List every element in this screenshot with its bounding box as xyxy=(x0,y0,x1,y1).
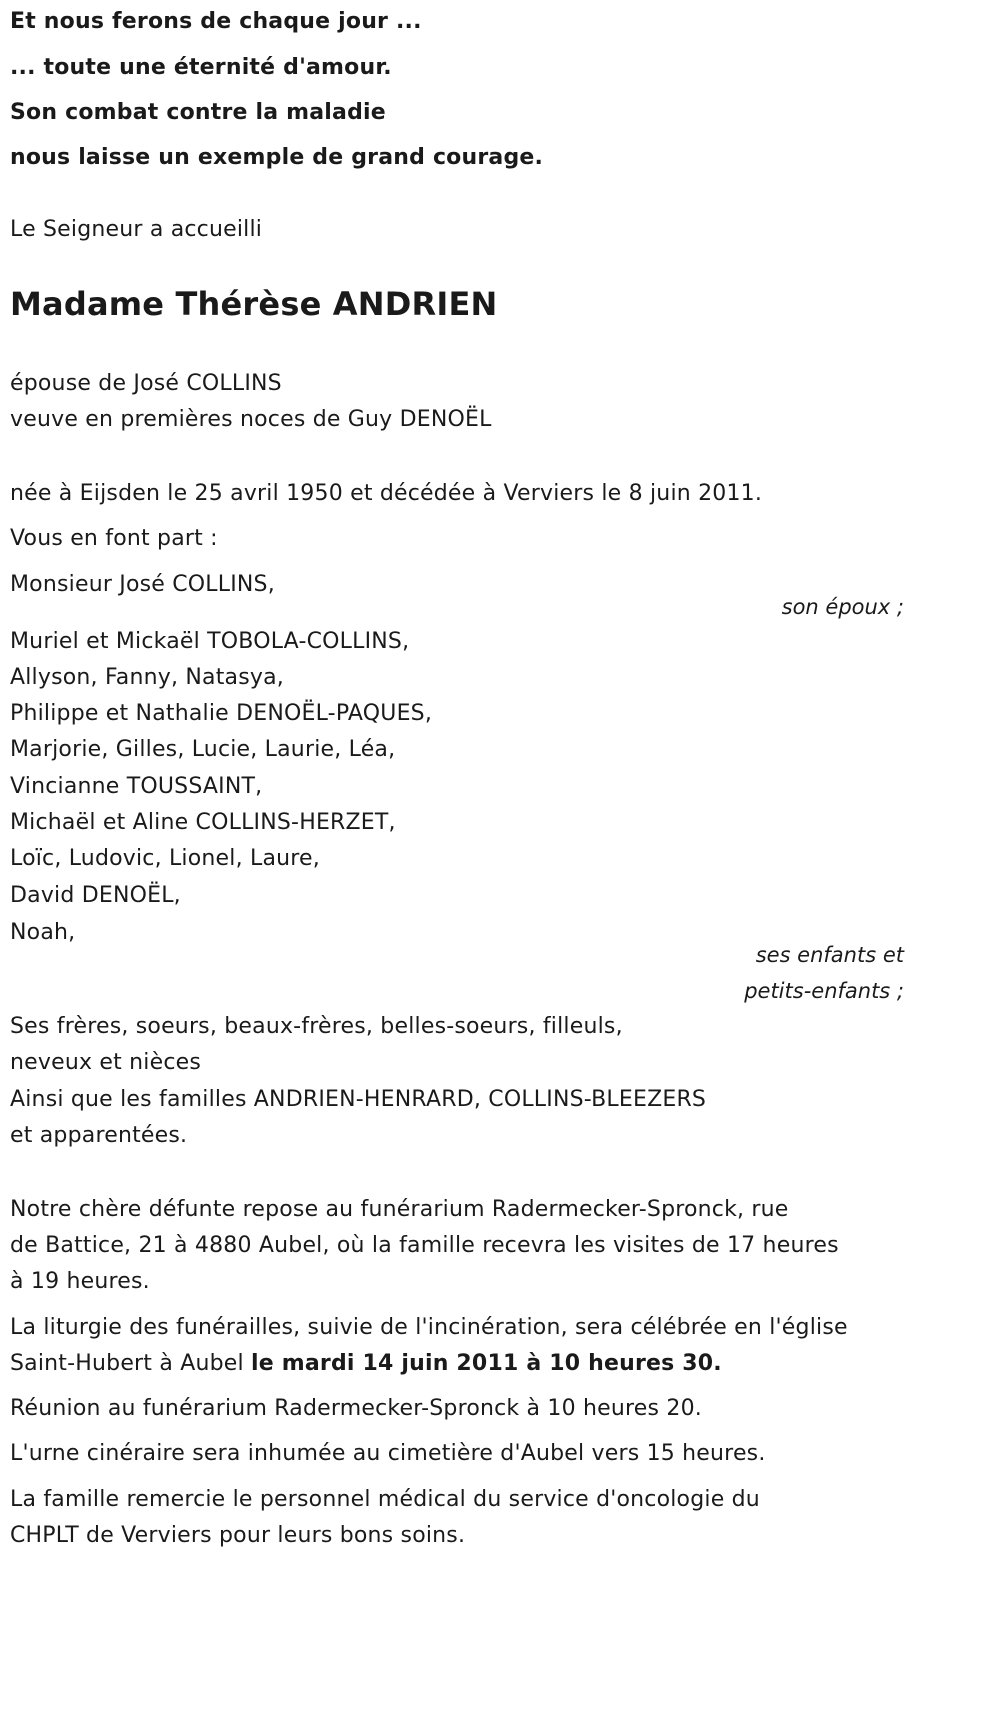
children-line: Noah, xyxy=(10,920,76,945)
children-line: Vincianne TOUSSAINT, xyxy=(10,774,263,799)
rest-line: à 19 heures. xyxy=(10,1269,150,1294)
deceased-name: Madame Thérèse ANDRIEN xyxy=(10,285,498,323)
children-line: Allyson, Fanny, Natasya, xyxy=(10,665,284,690)
family-line: et apparentées. xyxy=(10,1123,188,1148)
meeting-text: Réunion au funérarium Radermecker-Spronck à 10 heures 20. xyxy=(10,1396,702,1421)
spouse-line: veuve en premières noces de Guy DENOËL xyxy=(10,407,492,432)
epitaph-line: nous laisse un exemple de grand courage. xyxy=(10,145,544,170)
family-line: Ses frères, soeurs, beaux-frères, belles-soeurs, filleuls, xyxy=(10,1014,623,1039)
liturgy-prefix: Saint-Hubert à Aubel xyxy=(10,1351,251,1376)
children-line: Michaël et Aline COLLINS-HERZET, xyxy=(10,810,396,835)
thanks-line: La famille remercie le personnel médical du service d'oncologie du xyxy=(10,1487,760,1512)
rest-line: Notre chère défunte repose au funérarium Radermecker-Spronck, rue xyxy=(10,1197,789,1222)
spouse-line: épouse de José COLLINS xyxy=(10,371,282,396)
liturgy-date: le mardi 14 juin 2011 à 10 heures 30. xyxy=(251,1351,722,1376)
liturgy-line: La liturgie des funérailles, suivie de l'incinération, sera célébrée en l'église xyxy=(10,1315,848,1340)
obituary-notice xyxy=(10,0,904,1720)
announce-text: Vous en font part : xyxy=(10,526,218,551)
epitaph-line: Son combat contre la maladie xyxy=(10,100,386,125)
urn-text: L'urne cinéraire sera inhumée au cimetière d'Aubel vers 15 heures. xyxy=(10,1441,766,1466)
rest-line: de Battice, 21 à 4880 Aubel, où la famille recevra les visites de 17 heures xyxy=(10,1233,839,1258)
epitaph-line: Et nous ferons de chaque jour ... xyxy=(10,9,422,34)
children-relation: ses enfants et xyxy=(755,943,904,967)
children-line: Loïc, Ludovic, Lionel, Laure, xyxy=(10,846,320,871)
family-line: neveux et nièces xyxy=(10,1050,202,1075)
birth-death-text: née à Eijsden le 25 avril 1950 et décédée à Verviers le 8 juin 2011. xyxy=(10,481,763,506)
children-line: Muriel et Mickaël TOBOLA-COLLINS, xyxy=(10,629,410,654)
husband-relation: son époux ; xyxy=(781,595,904,619)
husband-name: Monsieur José COLLINS, xyxy=(10,572,275,597)
thanks-line: CHPLT de Verviers pour leurs bons soins. xyxy=(10,1523,466,1548)
intro-text: Le Seigneur a accueilli xyxy=(10,217,263,242)
epitaph-line: ... toute une éternité d'amour. xyxy=(10,55,392,80)
family-line: Ainsi que les familles ANDRIEN-HENRARD, COLLINS-BLEEZERS xyxy=(10,1087,707,1112)
children-line: Marjorie, Gilles, Lucie, Laurie, Léa, xyxy=(10,737,396,762)
liturgy-line xyxy=(10,1346,722,1382)
children-line: David DENOËL, xyxy=(10,883,181,908)
children-line: Philippe et Nathalie DENOËL-PAQUES, xyxy=(10,701,433,726)
children-relation: petits-enfants ; xyxy=(744,979,904,1003)
